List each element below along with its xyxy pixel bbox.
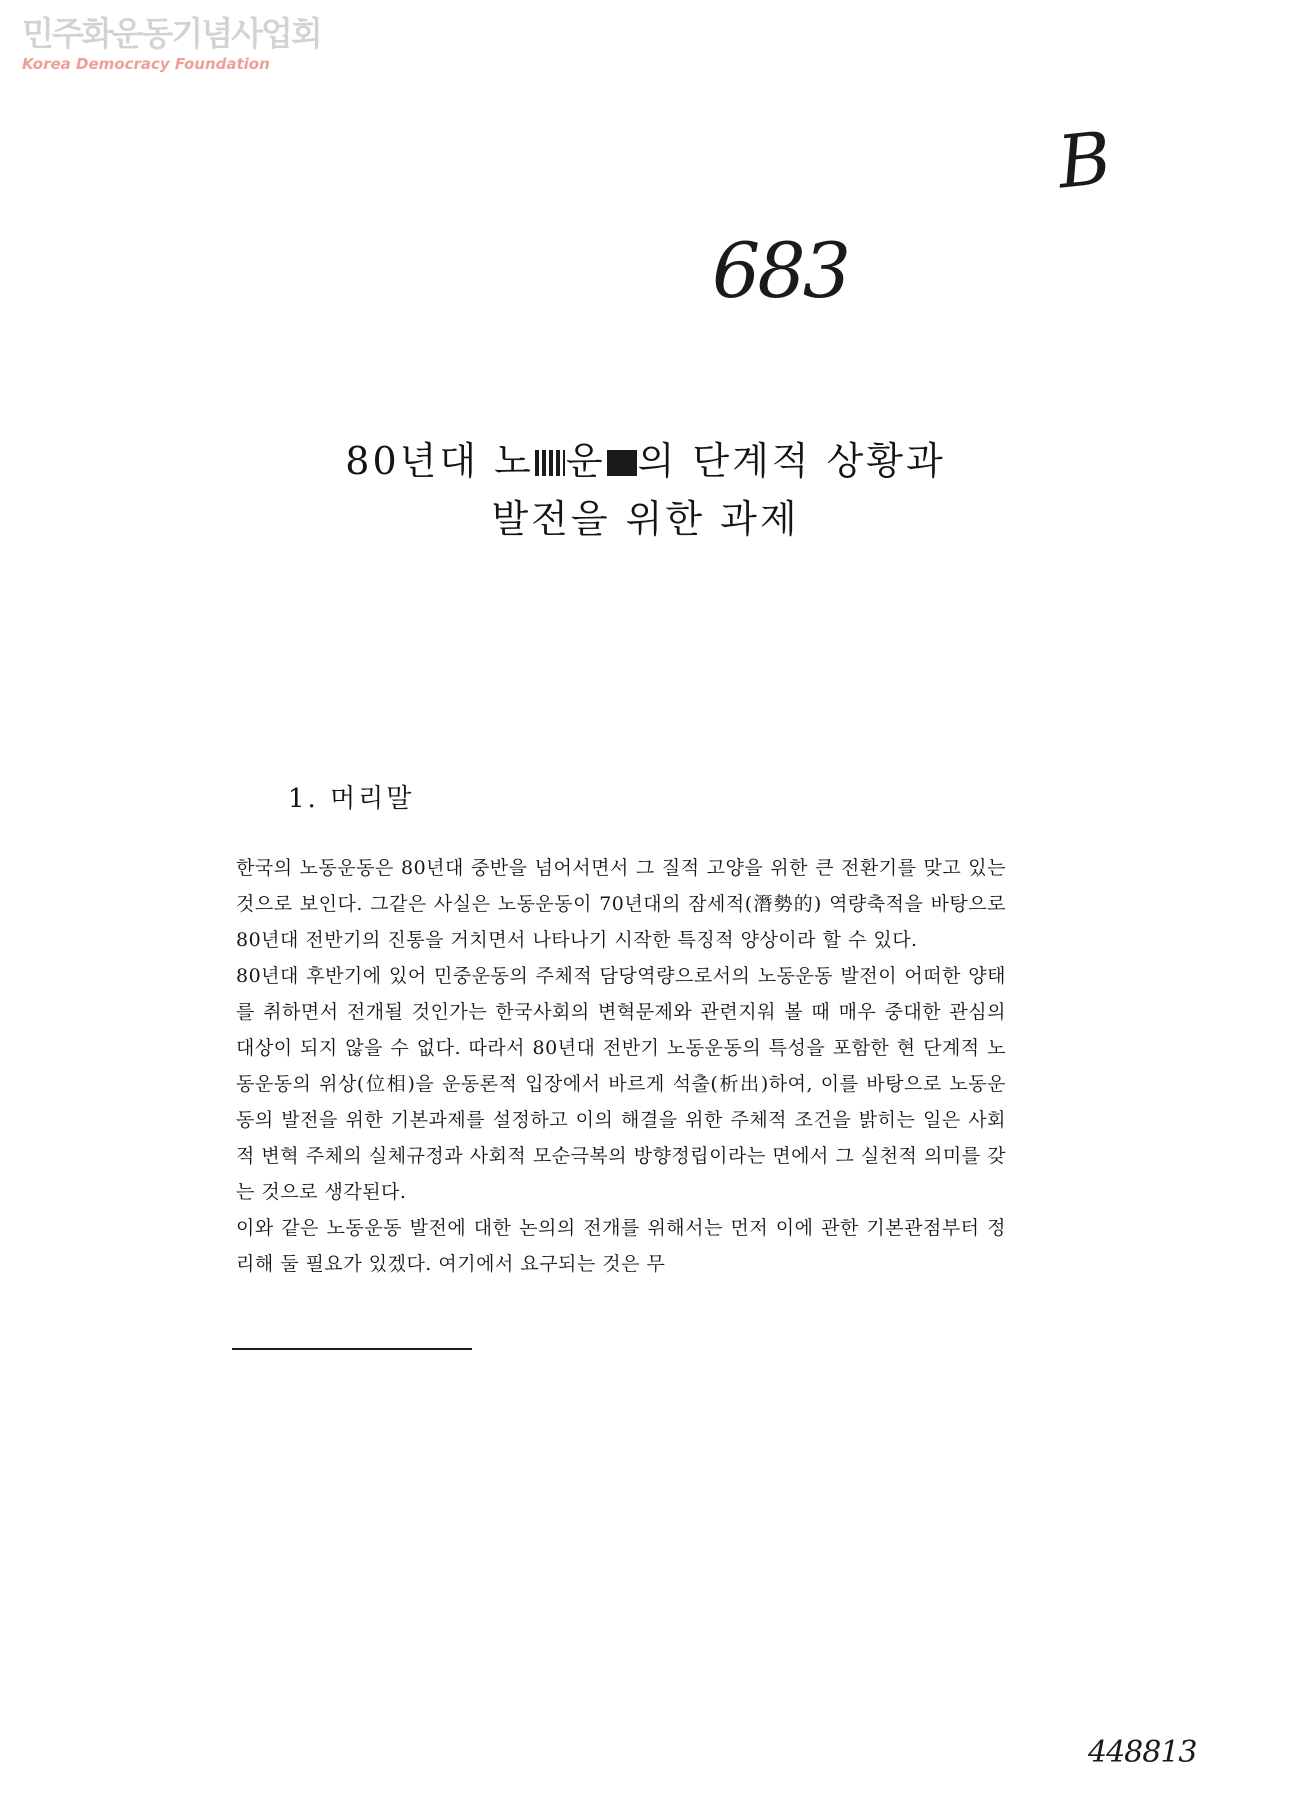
title-line-2: 발전을 위한 과제	[491, 497, 800, 541]
redaction-mark	[607, 450, 637, 476]
title-line-1	[0, 432, 1291, 490]
paragraph: 한국의 노동운동은 80년대 중반을 넘어서면서 그 질적 고양을 위한 큰 전환기를 맞고 있는 것으로 보인다. 그같은 사실은 노동운동이 70년대의 잠세적(潛勢的) 역량축적을 바탕으로 80년대 전반기의 진통을 거치면서 나타나기 시작한 특징적 양상이라 할 수 있다.	[236, 857, 1006, 951]
section-heading: 1. 머리말	[288, 784, 415, 814]
handwritten-corner-letter: B	[1053, 115, 1116, 205]
watermark-english: Korea Democracy Foundation	[22, 55, 270, 73]
watermark	[22, 14, 322, 74]
body-text	[236, 850, 1006, 1282]
paragraph: 80년대 후반기에 있어 민중운동의 주체적 담당역량으로서의 노동운동 발전이 어떠한 양태를 취하면서 전개될 것인가는 한국사회의 변혁문제와 관련지워 볼 때 매우 중대한 관심의 대상이 되지 않을 수 없다. 따라서 80년대 전반기 노동운동의 특성을 포함한 현 단계적 노동운동의 위상(位相)을 운동론적 입장에서 바르게 석출(析出)하여, 이를 바탕으로 노동운동의 발전을 위한 기본과제를 설정하고 이의 해결을 위한 주체적 조건을 밝히는 일은 사회적 변혁 주체의 실체규정과 사회적 모순극복의 방향정립이라는 면에서 그 실천적 의미를 갖는 것으로 생각된다.	[236, 965, 1006, 1203]
redaction-mark	[535, 450, 565, 476]
paragraph: 이와 같은 노동운동 발전에 대한 논의의 전개를 위해서는 먼저 이에 관한 기본관점부터 정리해 둘 필요가 있겠다. 여기에서 요구되는 것은 무	[236, 1217, 1006, 1275]
title-line-1-part-1: 80년대 노	[345, 439, 534, 483]
title-line-1-part-2: 운	[565, 439, 606, 483]
watermark-korean: 민주화운동기념사업회	[22, 14, 321, 53]
footnote-divider	[232, 1348, 472, 1350]
title-line-1-part-3: 의 단계적 상황과	[637, 439, 946, 483]
handwritten-document-id: 448813	[1088, 1735, 1197, 1770]
handwritten-page-number: 683	[712, 226, 849, 315]
document-title	[0, 432, 1291, 548]
